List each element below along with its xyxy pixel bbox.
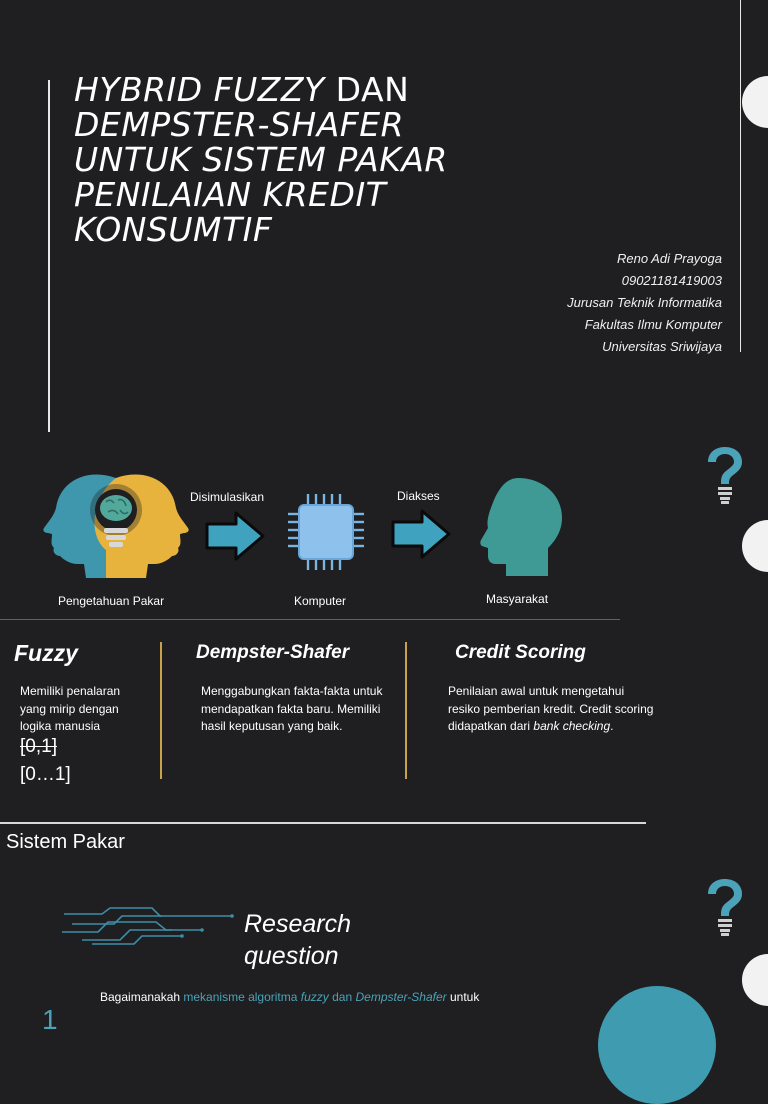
- author-fakultas: Fakultas Ilmu Komputer: [584, 317, 722, 332]
- question-number: 1: [42, 1004, 58, 1035]
- section-label-sistem-pakar: Sistem Pakar: [6, 831, 125, 853]
- flow-separator-line: [0, 619, 620, 620]
- column-text-fuzzy: Memiliki penalaran yang mirip dengan logika manusia: [20, 684, 121, 733]
- title-line5: KONSUMTIF: [74, 210, 273, 249]
- title-line3: UNTUK SISTEM PAKAR: [74, 140, 448, 179]
- author-name: Reno Adi Prayoga: [616, 251, 722, 266]
- arrow1-label: Disimulasikan: [190, 490, 265, 504]
- research-title-line2: question: [244, 942, 339, 970]
- arrow-right-icon-2: [390, 508, 452, 560]
- author-universitas: Universitas Sriwijaya: [602, 339, 722, 354]
- column-divider-1: [160, 642, 162, 779]
- decorative-circle-2: [742, 520, 768, 572]
- question-hl1: mekanisme algoritma: [183, 990, 301, 1004]
- column-title-dempster-shafer: Dempster-Shafer: [196, 642, 350, 663]
- range-old: [0,1]: [20, 736, 57, 757]
- credit-scoring-text-plain: Penilaian awal untuk mengetahui resiko pemberian kredit. Credit scoring didapatkan dari: [448, 684, 654, 733]
- node2-label: Komputer: [294, 594, 347, 608]
- title-line4: PENILAIAN KREDIT: [74, 175, 387, 214]
- slide-title: [74, 72, 534, 247]
- column-text-credit-scoring: [448, 683, 654, 736]
- person-head-icon: [472, 476, 568, 580]
- research-question-text: [100, 990, 479, 1004]
- question-hl3: dan: [328, 990, 356, 1004]
- column-text-dempster-shafer: Menggabungkan fakta-fakta untuk mendapatkan fakta baru. Memiliki hasil keputusan yang baik.: [201, 684, 383, 733]
- title-accent-line-left: [48, 80, 50, 432]
- decorative-circle-3: [742, 954, 768, 1006]
- credit-scoring-text-italic: bank checking: [533, 719, 611, 733]
- column-title-fuzzy: Fuzzy: [14, 640, 78, 666]
- title-accent-line-right: [740, 0, 741, 352]
- title-line2: DEMPSTER-SHAFER: [74, 105, 405, 144]
- research-question-title: [244, 908, 351, 972]
- author-block: [567, 248, 722, 358]
- question-hl2: fuzzy: [300, 990, 329, 1004]
- question-bulb-icon: [702, 446, 748, 508]
- section-separator-line: [0, 822, 646, 824]
- node1-label: Pengetahuan Pakar: [58, 594, 165, 608]
- question-hl4: Dempster-Shafer: [355, 990, 447, 1004]
- expert-knowledge-icon: [40, 470, 192, 582]
- node3-label: Masyarakat: [486, 592, 549, 606]
- column-title-credit-scoring: Credit Scoring: [455, 642, 586, 663]
- decorative-teal-ring: [598, 986, 716, 1104]
- arrow2-label: Diakses: [397, 489, 440, 503]
- range-new: [0…1]: [20, 764, 71, 785]
- circuit-lines-icon: [62, 904, 234, 946]
- author-jurusan: Jurusan Teknik Informatika: [567, 295, 722, 310]
- decorative-circle-1: [742, 76, 768, 128]
- title-line1-italic: HYBRID FUZZY: [74, 70, 325, 109]
- column-divider-2: [405, 642, 407, 779]
- credit-scoring-text-end: .: [610, 719, 614, 733]
- computer-chip-icon: [286, 492, 366, 572]
- research-title-line1: Research: [244, 910, 351, 938]
- question-bulb-icon-2: [702, 878, 748, 940]
- title-line1-plain: DAN: [324, 70, 410, 109]
- arrow-right-icon-1: [204, 510, 266, 562]
- question-start: Bagaimanakah: [100, 990, 184, 1004]
- question-end: untuk: [446, 990, 480, 1004]
- author-nim: 09021181419003: [621, 273, 722, 288]
